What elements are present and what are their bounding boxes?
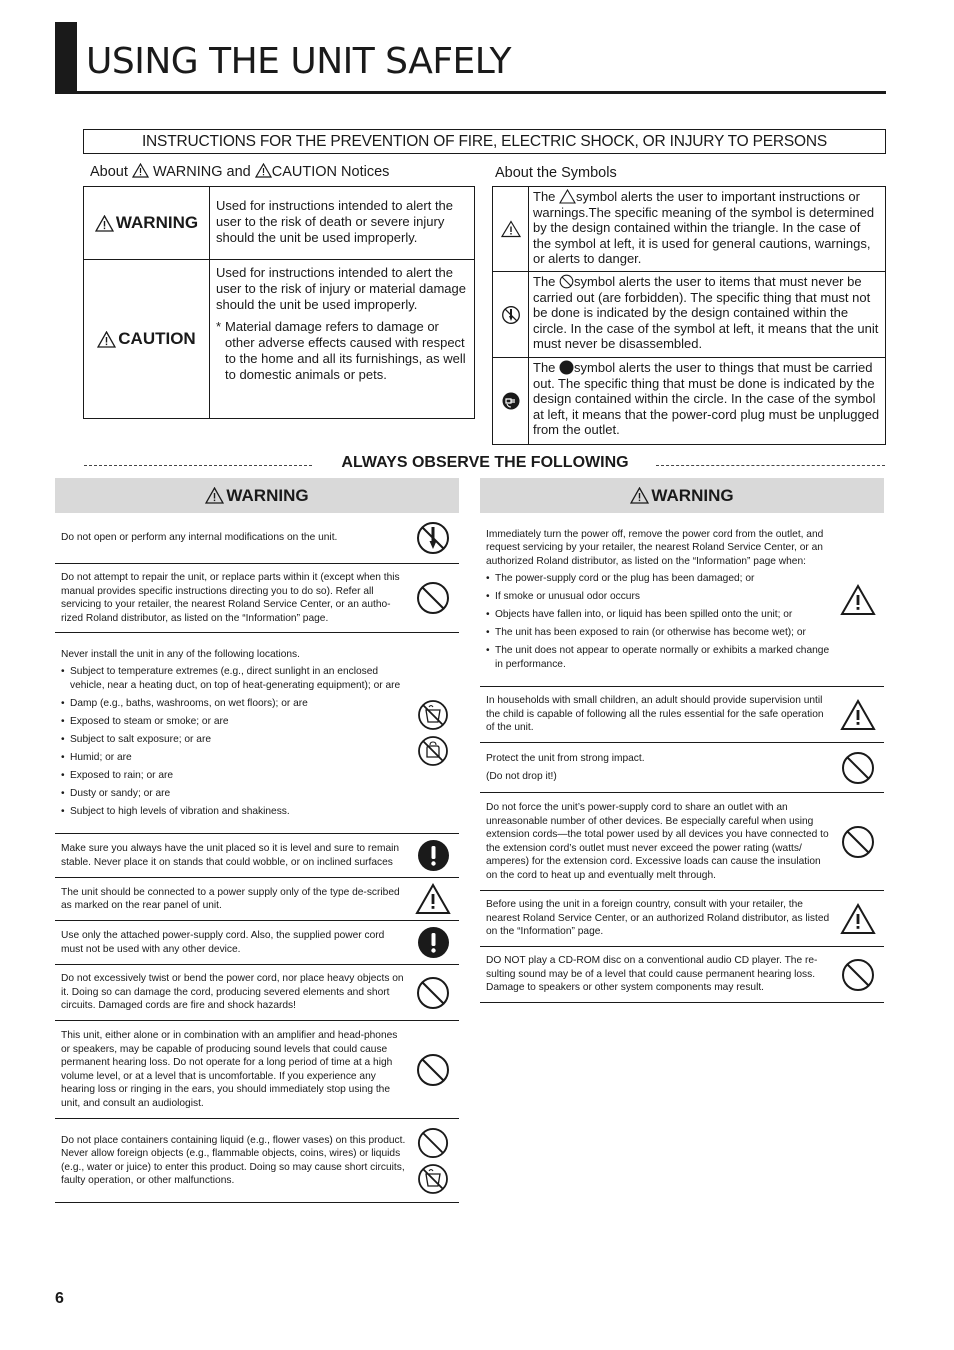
header-rule <box>77 91 886 94</box>
symbol-row-mandatory <box>493 358 885 444</box>
list-item: Do not excessively twist or bend the power cord, nor place heavy objects on it. Doing so can damage the cord, producing severed elements and short circuits. Damaged cords are fire and shock hazards! <box>55 965 459 1021</box>
caution-triangle-icon <box>97 331 116 348</box>
no-disassemble-icon <box>416 521 450 555</box>
caution-triangle-icon <box>95 215 114 232</box>
mandatory-icon <box>417 926 450 959</box>
no-wet-hands-icon <box>417 735 449 767</box>
caution-label: CAUTION <box>84 260 210 418</box>
prohibited-icon <box>841 825 875 859</box>
caution-triangle-icon <box>255 163 272 178</box>
right-warning-list <box>480 513 884 1003</box>
list-item: Do not force the unit’s power-supply cord to share an outlet with an unreasonable number of other devices. Be especially careful when using extension cords—the total power used by all devices you have connected to the extension cord’s outlet must never exceed the power rating (watts/ amperes) for the extension cord. Excessive loads can cause the insulation on the cord to heat up and eventually melt through. <box>480 793 884 891</box>
page-number: 6 <box>55 1290 64 1307</box>
no-water-icon <box>417 1163 449 1195</box>
warning-notice-row <box>84 187 474 260</box>
header-bar <box>55 22 77 94</box>
list-item: This unit, either alone or in combination with an amplifier and head-phones or speakers, may be capable of producing sound levels that could cause permanent hearing loss. Do not operate for a long period of time at a high volume level, or at a level that is uncomfortable. If you experience any hearing loss or ringing in the ears, you should immediately stop using the unit, and consult an audiologist. <box>55 1021 459 1119</box>
caution-note: * Material damage refers to damage or other adverse effects caused with respect to the home and all its furnishings, as well to domestic animals or pets. <box>216 319 466 382</box>
list-item: Immediately turn the power off, remove the power cord from the outlet, and request servicing by your retailer, the nearest Roland Service Center, or an authorized Roland distributor, as listed on the “Information” page when: • The power-supply cord or the plug has been damaged; or • If smoke or unusual odor occurs • Objects have fallen into, or liquid has been spilled onto the unit; or • The unit has been exposed to rain (or otherwise has become wet); or • The unit does not appear to operate normally or exhibits a marked change in performance. <box>480 513 884 687</box>
prohibited-icon <box>416 581 450 615</box>
about-symbols-heading: About the Symbols <box>495 165 617 181</box>
list-item: Do not attempt to repair the unit, or replace parts within it (except when this manual provides specific instructions directing you to do so). Refer all servicing to your retailer, the nearest Roland Service Center, or an autho-rized Roland distributor, as listed on the “Information” page. <box>55 564 459 633</box>
list-item: Make sure you always have the unit placed so it is level and sure to remain stable. Never place it on stands that could wobble, or on inclined surfaces <box>55 834 459 878</box>
caution-triangle-icon <box>840 584 876 616</box>
no-disassemble-icon <box>501 305 521 325</box>
caution-triangle-icon <box>205 487 224 504</box>
caution-triangle-icon <box>415 883 451 915</box>
page-title: USING THE UNIT SAFELY <box>86 41 512 82</box>
unplug-icon <box>501 391 521 411</box>
triangle-outline-icon <box>559 189 576 204</box>
symbol-text-triangle: The symbol alerts the user to important instructions or warnings.The specific meaning of the symbol is determined by the design contained within the triangle. In the case of the symbol at left, it is used for general cautions, warnings, or alerts to danger. <box>533 189 875 267</box>
list-item: Protect the unit from strong impact. (Do not drop it!) <box>480 743 884 793</box>
no-water-icon <box>417 699 449 731</box>
left-warning-bar: WARNING <box>55 478 459 513</box>
warning-notice-text: Used for instructions intended to alert the user to the risk of death or severe injury should the unit be used improperly. <box>216 198 454 245</box>
list-item: Never install the unit in any of the following locations. • Subject to temperature extremes (e.g., direct sunlight in an enclosed vehicle, near a heating duct, on top of heat-generating equipment); or are • Damp (e.g., baths, washrooms, on wet floors); or are • Exposed to steam or smoke; or are • Subject to salt exposure; or are • Humid; or are • Exposed to rain; or are • Dusty or sandy; or are • Subject to high levels of vibration and shakiness. <box>55 633 459 834</box>
prohibited-icon <box>559 274 574 289</box>
caution-triangle-icon <box>501 220 521 238</box>
symbols-table <box>492 186 886 445</box>
notices-table <box>83 186 475 419</box>
symbol-row-triangle <box>493 187 885 272</box>
divider-left <box>84 465 312 466</box>
list-item: Do not place containers containing liquid (e.g., flower vases) on this product. Never allow foreign objects (e.g., flammable objects, coins, wires) or liquids (e.g., water or juice) to enter this product. Doing so may cause short circuits, faulty operation, or other malfunctions. <box>55 1119 459 1203</box>
list-item: The unit should be connected to a power supply only of the type de-scribed as marked on the rear panel of unit. <box>55 878 459 921</box>
prohibited-icon <box>416 1053 450 1087</box>
symbol-text-prohibit: The symbol alerts the user to items that must never be carried out (are forbidden). The specific thing that must not be done is indicated by the design contained within the circle. In the case of the symbol at left, it means that the unit must never be disassembled. <box>533 274 879 352</box>
warning-label: WARNING <box>84 187 210 259</box>
left-warning-list <box>55 513 459 1203</box>
list-item: DO NOT play a CD-ROM disc on a conventional audio CD player. The re-sulting sound may be of a level that could cause permanent hearing loss. Damage to speakers or other system components may result. <box>480 947 884 1003</box>
symbol-row-prohibit <box>493 272 885 358</box>
filled-circle-icon <box>559 360 574 375</box>
caution-notice-text: Used for instructions intended to alert the user to the risk of injury or material damage should the unit be used improperly. * Material damage refers to damage or other adverse effects caused with respect to the home and all its furnishings, as well to domestic animals or pets. <box>216 265 466 382</box>
list-item: Use only the attached power-supply cord. Also, the supplied power cord must not be used with any other device. <box>55 921 459 965</box>
divider-right <box>656 465 885 466</box>
caution-triangle-icon <box>630 487 649 504</box>
list-item: In households with small children, an adult should provide supervision until the child is capable of following all the rules essential for the safe operation of the unit. <box>480 687 884 743</box>
mandatory-icon <box>417 839 450 872</box>
caution-triangle-icon <box>132 163 149 178</box>
caution-notice-row <box>84 260 474 418</box>
observe-title: ALWAYS OBSERVE THE FOLLOWING <box>341 454 629 471</box>
symbol-text-mandatory: The symbol alerts the user to things that must be carried out. The specific thing that must be done is indicated by the design contained within the circle. In the case of the symbol at left, it means that the power-cord plug must be unplugged from the outlet. <box>533 360 880 438</box>
prohibited-icon <box>841 751 875 785</box>
prohibited-icon <box>416 976 450 1010</box>
caution-triangle-icon <box>840 699 876 731</box>
prohibited-icon <box>417 1127 449 1159</box>
right-warning-bar: WARNING <box>480 478 884 513</box>
about-notices-heading: About WARNING and CAUTION Notices <box>90 164 390 180</box>
caution-triangle-icon <box>840 903 876 935</box>
prohibited-icon <box>841 958 875 992</box>
list-item: Before using the unit in a foreign country, consult with your retailer, the nearest Roland Service Center, or an authorized Roland distributor, as listed on the “Information” page. <box>480 891 884 947</box>
list-item: Do not open or perform any internal modifications on the unit. <box>55 513 459 564</box>
instruction-box: INSTRUCTIONS FOR THE PREVENTION OF FIRE, ELECTRIC SHOCK, OR INJURY TO PERSONS <box>83 129 886 154</box>
